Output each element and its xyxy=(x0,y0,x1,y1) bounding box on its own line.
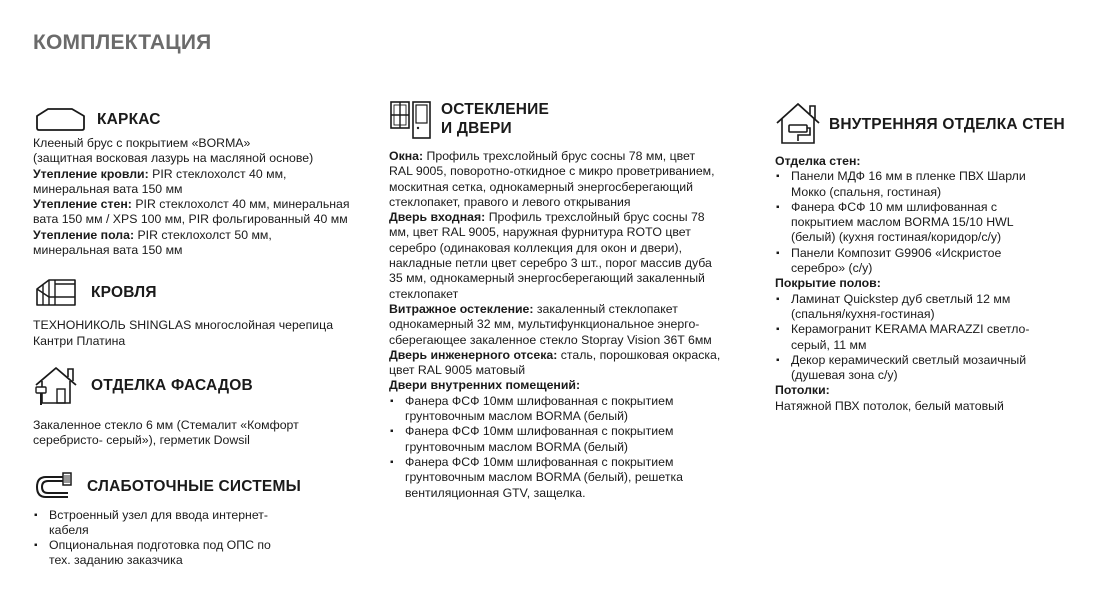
list-item: ▪ Панели Композит G9906 «Искристое серебро» (с/у) xyxy=(775,246,1047,277)
list-item: ▪ Фанера ФСФ 10 мм шлифованная с покрытием маслом BORMA 15/10 HWL (белый) (кухня гостиная/коридор/с/у) xyxy=(775,200,1047,246)
roof-insulation-text: PIR стеклохолст 40 мм, минеральная вата 150 мм xyxy=(33,166,287,196)
floor-insulation-text: PIR стеклохолст 50 мм, минеральная вата 150 мм xyxy=(33,227,272,258)
column-left xyxy=(33,104,363,569)
beam-icon xyxy=(33,104,87,134)
tech-door-text: сталь, порошковая окраска, цвет RAL 9005 матовый xyxy=(389,347,721,378)
ceilings-label: Потолки: xyxy=(775,383,830,398)
section-title: ОТДЕЛКА ФАСАДОВ xyxy=(91,377,253,395)
walls-insulation xyxy=(33,197,363,228)
title-line-1: ОСТЕКЛЕНИЕ xyxy=(441,101,550,118)
section-body xyxy=(389,149,721,501)
column-right xyxy=(775,100,1075,414)
entry-door xyxy=(389,210,721,302)
list-item: ▪ Декор керамический светлый мозаичный (душевая зона с/у) xyxy=(775,353,1047,384)
section-facade xyxy=(33,365,363,449)
windows xyxy=(389,149,721,210)
section-body: Закаленное стекло 6 мм (Стемалит «Комфорт серебристо- серый»), герметик Dowsil xyxy=(33,417,299,448)
floor-insulation-label: Утепление пола: xyxy=(33,227,135,242)
roof-insulation-label: Утепление кровли: xyxy=(33,166,149,181)
list-item: ▪ Фанера ФСФ 10мм шлифованная с покрытием грунтовочным маслом BORMA (белый) xyxy=(389,394,689,425)
column-middle xyxy=(389,100,725,501)
section-body: ТЕХНОНИКОЛЬ SHINGLAS многослойная черепица Кантри Платина xyxy=(33,318,334,348)
walls-finish-label: Отделка стен: xyxy=(775,154,861,168)
walls-insulation-label: Утепление стен: xyxy=(33,197,132,212)
section-header xyxy=(33,276,363,308)
section-header xyxy=(33,365,363,407)
floor-covering-label: Покрытие полов: xyxy=(775,276,881,291)
walls-finish-list xyxy=(775,169,1047,276)
lowcurrent-list xyxy=(33,508,293,569)
walls-insulation-text: PIR стеклохолст 40 мм, минеральная вата 150 мм / XPS 100 мм, PIR фольгированный 40 мм xyxy=(33,197,350,227)
list-item: ▪ Встроенный узел для ввода интернет-кабеля xyxy=(33,508,293,539)
section-header xyxy=(775,100,1075,148)
windows-label: Окна: xyxy=(389,149,424,163)
list-item: ▪ Опциональная подготовка под ОПС по тех. заданию заказчика xyxy=(33,538,293,569)
tech-door-label: Дверь инженерного отсека: xyxy=(389,347,558,362)
inner-doors-label: Двери внутренних помещений: xyxy=(389,378,581,393)
section-title: СЛАБОТОЧНЫЕ СИСТЕМЫ xyxy=(87,478,301,496)
house-roller-icon xyxy=(775,101,821,147)
windows-text: Профиль трехслойный брус сосны 78 мм, цвет RAL 9005, поворотно-откидное с микро проветриванием, москитная сетка, однокамерный энергосберегающий стеклопакет, правого и левого открывания xyxy=(389,149,715,209)
roof-insulation xyxy=(33,167,333,198)
floor-insulation xyxy=(33,228,323,259)
karkas-line-2: (защитная восковая лазурь на масляной основе) xyxy=(33,151,314,166)
list-item: ▪ Ламинат Quickstep дуб светлый 12 мм (спальня/кухня-гостиная) xyxy=(775,292,1047,323)
page-title: КОМПЛЕКТАЦИЯ xyxy=(33,31,212,54)
section-header xyxy=(389,100,725,144)
section-header xyxy=(33,470,363,504)
window-door-icon xyxy=(389,100,433,140)
floor-covering-list xyxy=(775,292,1047,384)
section-roof xyxy=(33,276,363,349)
stained-glazing-label: Витражное остекление: xyxy=(389,301,534,316)
inner-doors-list xyxy=(389,394,689,501)
list-item: ▪ Панели МДФ 16 мм в пленке ПВХ Шарли Мокко (спальня, гостиная) xyxy=(775,169,1047,200)
ceilings-text: Натяжной ПВХ потолок, белый матовый xyxy=(775,398,1004,413)
cable-icon xyxy=(33,470,75,504)
section-header xyxy=(33,104,363,134)
section-title: ВНУТРЕННЯЯ ОТДЕЛКА СТЕН xyxy=(829,115,1065,133)
title-line-2: И ДВЕРИ xyxy=(441,120,512,137)
section-lowcurrent xyxy=(33,470,363,569)
entry-door-text: Профиль трехслойный брус сосны 78 мм, цвет RAL 9005, наружная фурнитура ROTO цвет серебро (одинаковая коллекция для окон и двери), накладные петли цвет серебро 3 шт., порог массив дуба 35 мм, однокамерный энергосберегающий закаленный стеклопакет xyxy=(389,210,712,301)
list-item: ▪ Фанера ФСФ 10мм шлифованная с покрытием грунтовочным маслом BORMA (белый), решетка вентиляционная GTV, защелка. xyxy=(389,455,689,501)
section-title xyxy=(441,100,549,138)
section-title: КРОВЛЯ xyxy=(91,283,157,301)
karkas-line-1: Клееный брус с покрытием «BORMA» xyxy=(33,136,251,150)
stained-glazing xyxy=(389,302,721,348)
roof-icon xyxy=(33,276,79,308)
entry-door-label: Дверь входная: xyxy=(389,210,486,225)
list-item: ▪ Фанера ФСФ 10мм шлифованная с покрытием грунтовочным маслом BORMA (белый) xyxy=(389,424,689,455)
section-body xyxy=(775,154,1065,414)
tech-door xyxy=(389,348,721,379)
section-karkas xyxy=(33,104,363,258)
house-paint-icon xyxy=(33,365,79,407)
section-title: КАРКАС xyxy=(97,110,161,128)
list-item: ▪ Керамогранит KERAMA MARAZZI светло-серый, 11 мм xyxy=(775,322,1047,353)
stained-glazing-text: закаленный стеклопакет однокамерный 32 мм, мультифункциональное энерго-сберегающее закаленное стекло Stopray Vision 36T 6мм xyxy=(389,301,712,347)
section-body xyxy=(33,136,363,258)
